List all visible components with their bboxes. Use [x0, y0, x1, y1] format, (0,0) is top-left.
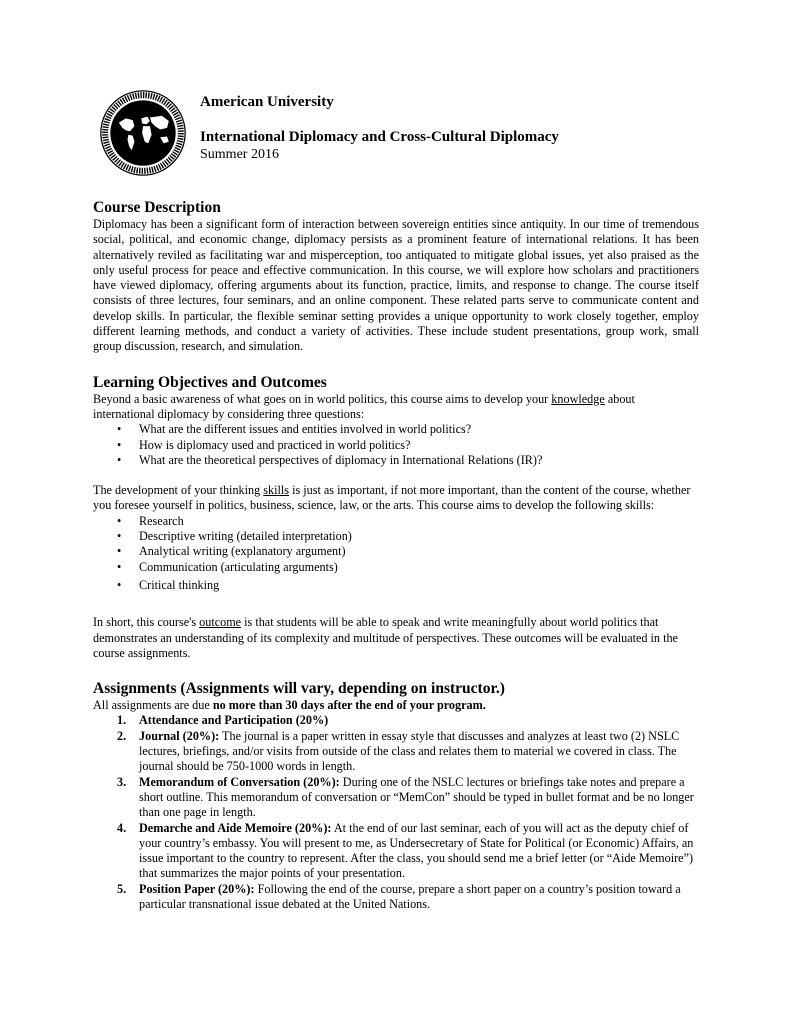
assignments-list — [93, 713, 699, 912]
outcome-underlined: outcome — [199, 615, 242, 630]
list-item: 3. Memorandum of Conversation (20%): During one of the NSLC lectures or briefings take notes and prepare a short outline. This memorandum of conversation or “MemCon” should be typed in bullet format and be no longer than one page in length. — [117, 774, 694, 820]
learning-intro: Beyond a basic awareness of what goes on in world politics, this course aims to develop your knowledge about international diplomacy by considering three questions: — [93, 391, 635, 421]
list-item: • How is diplomacy used and practiced in world politics? — [93, 438, 699, 453]
list-item: • Communication (articulating arguments) — [93, 560, 699, 575]
learning-objectives-heading: Learning Objectives and Outcomes — [93, 373, 327, 391]
list-item: • Analytical writing (explanatory argument) — [93, 544, 699, 559]
course-term: Summer 2016 — [200, 147, 279, 162]
list-item: • What are the theoretical perspectives of diplomacy in International Relations (IR)? — [93, 453, 699, 468]
list-item: • Research — [93, 514, 699, 529]
course-title: International Diplomacy and Cross-Cultural Diplomacy — [200, 129, 559, 145]
assignments-due-note: All assignments are due no more than 30 days after the end of your program. — [93, 698, 486, 713]
course-description-text: Diplomacy has been a significant form of interaction between sovereign entities since antiquity. In our time of tremendous social, political, and economic change, diplomacy persists as a prominent feature of international relations. It has been alternatively reviled as facilitating war and misperception, too antiquated to mitigate global issues, yet also praised as the only useful process for peace and effective communication. In this course, we will explore how scholars and practitioners have viewed diplomacy, offering arguments about its function, practice, limits, and response to change. The course itself consists of three lectures, four seminars, and an online component. These related parts serve to communicate content and develop skills. In particular, the flexible seminar setting provides a unique opportunity to work closely together, employ different learning methods, and conduct a variety of activities. These include student presentations, group work, small group discussion, research, and simulation. — [93, 217, 699, 354]
skills-intro: The development of your thinking skills is just as important, if not more important, than the content of the course, whether you foresee yourself in politics, business, science, law, or the arts. This course aims to develop the following skills: — [93, 483, 691, 513]
list-item: • Critical thinking — [93, 578, 699, 593]
university-name: American University — [200, 94, 334, 110]
list-item: • What are the different issues and entities involved in world politics? — [93, 422, 699, 437]
outcome-paragraph: In short, this course's outcome is that students will be able to speak and write meaningfully about world politics that demonstrates an understanding of its complexity and multitude of perspectives. These outcomes will be evaluated in the course assignments. — [93, 615, 678, 660]
document-body — [93, 198, 699, 912]
skills-list — [93, 514, 699, 593]
list-item: • Descriptive writing (detailed interpretation) — [93, 529, 699, 544]
course-description-heading: Course Description — [93, 199, 221, 216]
questions-list — [93, 422, 699, 468]
list-item: 4. Demarche and Aide Memoire (20%): At the end of our last seminar, each of you will act as the deputy chief of your country’s embassy. You will present to me, as Undersecretary of State for Political (or Economic) Affairs, an issue important to the country to represent. After the class, you should send me a brief letter (or “Aide Memoire”) that summarizes the major points of your presentation. — [117, 820, 694, 881]
list-item: 1. Attendance and Participation (20%) — [117, 713, 329, 728]
list-item: 2. Journal (20%): The journal is a paper written in essay style that discusses and analyzes at least two (2) NSLC lectures, briefings, and/or visits from outside of the class and relates them to material we covered in class. The journal should be 750-1000 words in length. — [117, 728, 680, 774]
skills-underlined: skills — [263, 483, 290, 498]
assignments-heading: Assignments (Assignments will vary, depending on instructor.) — [93, 680, 505, 698]
knowledge-underlined: knowledge — [551, 391, 605, 406]
world-map-seal-icon — [100, 90, 186, 176]
list-item: 5. Position Paper (20%): Following the end of the course, prepare a short paper on a country’s position toward a particular transnational issue debated at the United Nations. — [117, 881, 681, 911]
